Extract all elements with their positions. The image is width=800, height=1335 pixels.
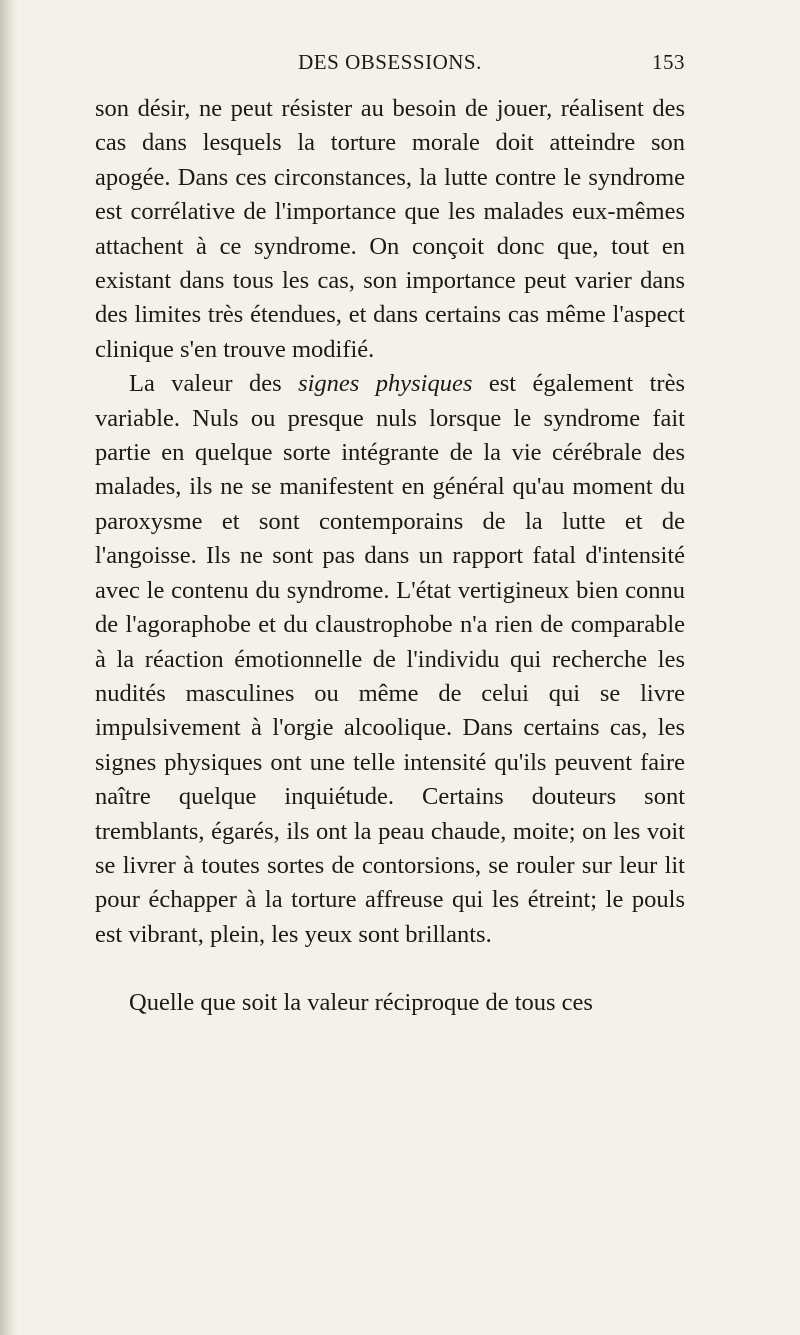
- book-page: [95, 50, 685, 1021]
- paragraph-text: Quelle que soit la valeur réciproque de tous ces: [129, 989, 593, 1017]
- page-number: 153: [652, 50, 685, 74]
- running-head: [95, 50, 685, 80]
- emphasis-signes-physiques: signes physiques: [298, 370, 473, 398]
- running-title: DES OBSESSIONS.: [298, 50, 482, 74]
- paragraph-next: [95, 986, 685, 1020]
- paragraph-text-rest: est également très variable. Nuls ou presque nuls lorsque le syndrome fait partie en quelque sorte intégrante de la vie cérébrale des malades, ils ne se manifestent en général qu'au moment du paroxysme et sont contemporains de la lutte et de l'angoisse. Ils ne sont pas dans un rapport fatal d'intensité avec le contenu du syndrome. L'état vertigineux bien connu de l'agoraphobe et du claustrophobe n'a rien de comparable à la réaction émotionnelle de l'individu qui recherche les nudités masculines ou même de celui qui se livre impulsivement à l'orgie alcoolique. Dans certains cas, les signes physiques ont une telle intensité qu'ils peuvent faire naître quelque inquiétude. Certains douteurs sont tremblants, égarés, ils ont la peau chaude, moite; on les voit se livrer à toutes sortes de contorsions, se rouler sur leur lit pour échapper à la torture affreuse qui les étreint; le pouls est vibrant, plein, les yeux sont brillants.: [95, 370, 685, 948]
- body-text: [95, 92, 685, 1021]
- paragraph-physical-signs: [95, 367, 685, 952]
- page-gutter-shadow: [0, 0, 18, 1335]
- paragraph-text: son désir, ne peut résister au besoin de jouer, réalisent des cas dans lesquels la torture morale doit atteindre son apogée. Dans ces circonstances, la lutte contre le syndrome est corrélative de l'importance que les malades eux-mêmes attachent à ce syndrome. On conçoit donc que, tout en existant dans tous les cas, son importance peut varier dans des limites très étendues, et dans certains cas même l'aspect clinique s'en trouve modifié.: [95, 95, 685, 363]
- paragraph-text-start: La valeur des: [129, 370, 299, 398]
- paragraph-continuation: [95, 92, 685, 367]
